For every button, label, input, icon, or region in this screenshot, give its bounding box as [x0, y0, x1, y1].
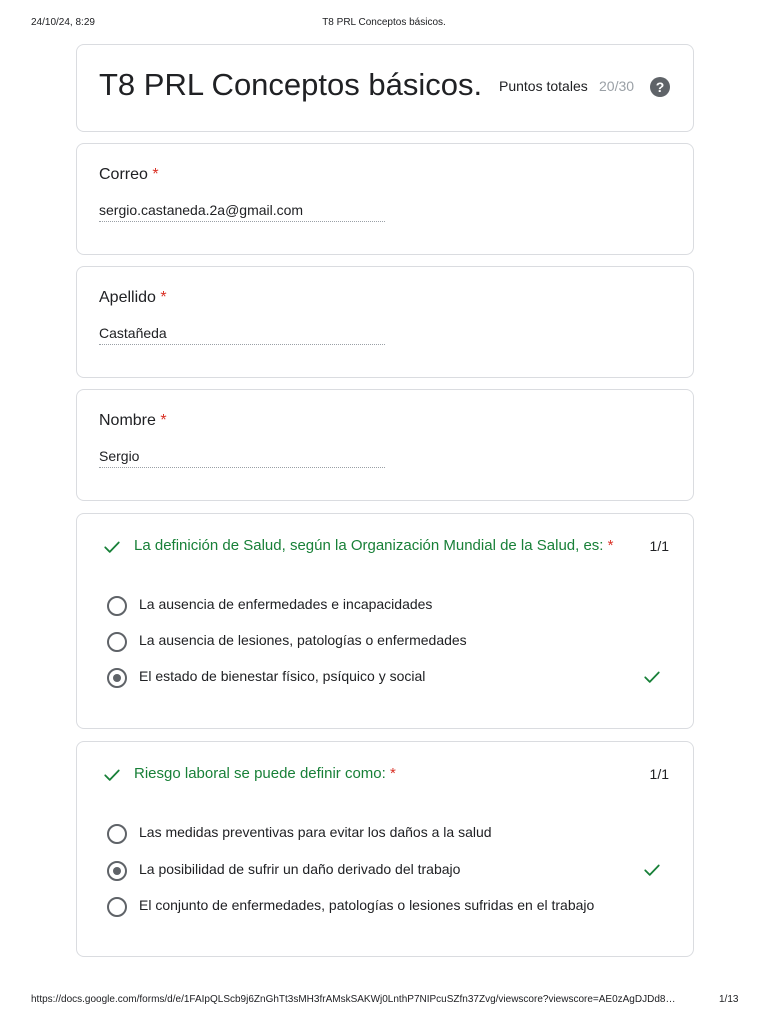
- question-text-label: La definición de Salud, según la Organización Mundial de la Salud, es:: [134, 537, 604, 554]
- required-mark: *: [152, 166, 159, 183]
- option-label: La posibilidad de sufrir un daño derivado del trabajo: [139, 861, 461, 877]
- form-title-card: [76, 44, 694, 132]
- required-mark: *: [607, 537, 614, 554]
- radio-icon[interactable]: [107, 632, 127, 652]
- question-card-1: [76, 513, 694, 729]
- page-number: 1/13: [719, 994, 739, 1005]
- check-icon: [101, 538, 123, 556]
- question-text: [134, 765, 396, 782]
- radio-icon[interactable]: [107, 596, 127, 616]
- question-text-label: Riesgo laboral se puede definir como:: [134, 765, 386, 782]
- question-text: [134, 537, 614, 554]
- name-value: Sergio: [99, 448, 385, 468]
- email-field-card: [76, 143, 694, 255]
- surname-field-card: [76, 266, 694, 378]
- radio-selected-icon[interactable]: [107, 668, 127, 688]
- required-mark: *: [160, 289, 167, 306]
- radio-icon[interactable]: [107, 824, 127, 844]
- total-points-label: Puntos totales: [499, 78, 588, 94]
- question-score: 1/1: [649, 538, 669, 554]
- question-score: 1/1: [649, 766, 669, 782]
- check-icon: [641, 861, 663, 879]
- surname-label: [99, 289, 167, 307]
- required-mark: *: [160, 412, 167, 429]
- total-points-value: 20/30: [599, 78, 635, 94]
- option-3-selected[interactable]: [107, 667, 667, 689]
- name-label: [99, 412, 167, 430]
- option-label: La ausencia de lesiones, patologías o enfermedades: [139, 632, 467, 648]
- option-2[interactable]: [107, 631, 667, 653]
- option-label: El conjunto de enfermedades, patologías o lesiones sufridas en el trabajo: [139, 897, 595, 913]
- radio-icon[interactable]: [107, 897, 127, 917]
- email-value: sergio.castaneda.2a@gmail.com: [99, 202, 385, 222]
- option-3[interactable]: [107, 896, 667, 918]
- surname-value: Castañeda: [99, 325, 385, 345]
- form-title: T8 PRL Conceptos básicos.: [99, 67, 483, 102]
- print-title: T8 PRL Conceptos básicos.: [322, 17, 446, 28]
- surname-label-text: Apellido: [99, 289, 156, 306]
- name-field-card: [76, 389, 694, 501]
- required-mark: *: [390, 765, 396, 782]
- check-icon: [641, 668, 663, 686]
- question-card-2: [76, 741, 694, 957]
- option-label: La ausencia de enfermedades e incapacidades: [139, 596, 433, 612]
- option-2-selected[interactable]: [107, 860, 667, 882]
- check-icon: [101, 766, 123, 784]
- email-label-text: Correo: [99, 166, 148, 183]
- option-1[interactable]: [107, 823, 667, 845]
- option-1[interactable]: [107, 595, 667, 617]
- email-label: [99, 166, 159, 184]
- print-header: [0, 17, 768, 31]
- print-date: 24/10/24, 8:29: [31, 17, 95, 28]
- name-label-text: Nombre: [99, 412, 156, 429]
- print-url: https://docs.google.com/forms/d/e/1FAIpQLScb9j6ZnGhTt3sMH3frAMskSAKWj0LnthP7NIPcuSZfn37Zvg/viewscore?viewscore=AE0zAgDJDd8…: [31, 994, 676, 1005]
- option-label: Las medidas preventivas para evitar los daños a la salud: [139, 824, 492, 840]
- option-label: El estado de bienestar físico, psíquico y social: [139, 668, 426, 684]
- print-footer: [0, 994, 768, 1008]
- radio-selected-icon[interactable]: [107, 861, 127, 881]
- help-icon[interactable]: ?: [650, 77, 670, 97]
